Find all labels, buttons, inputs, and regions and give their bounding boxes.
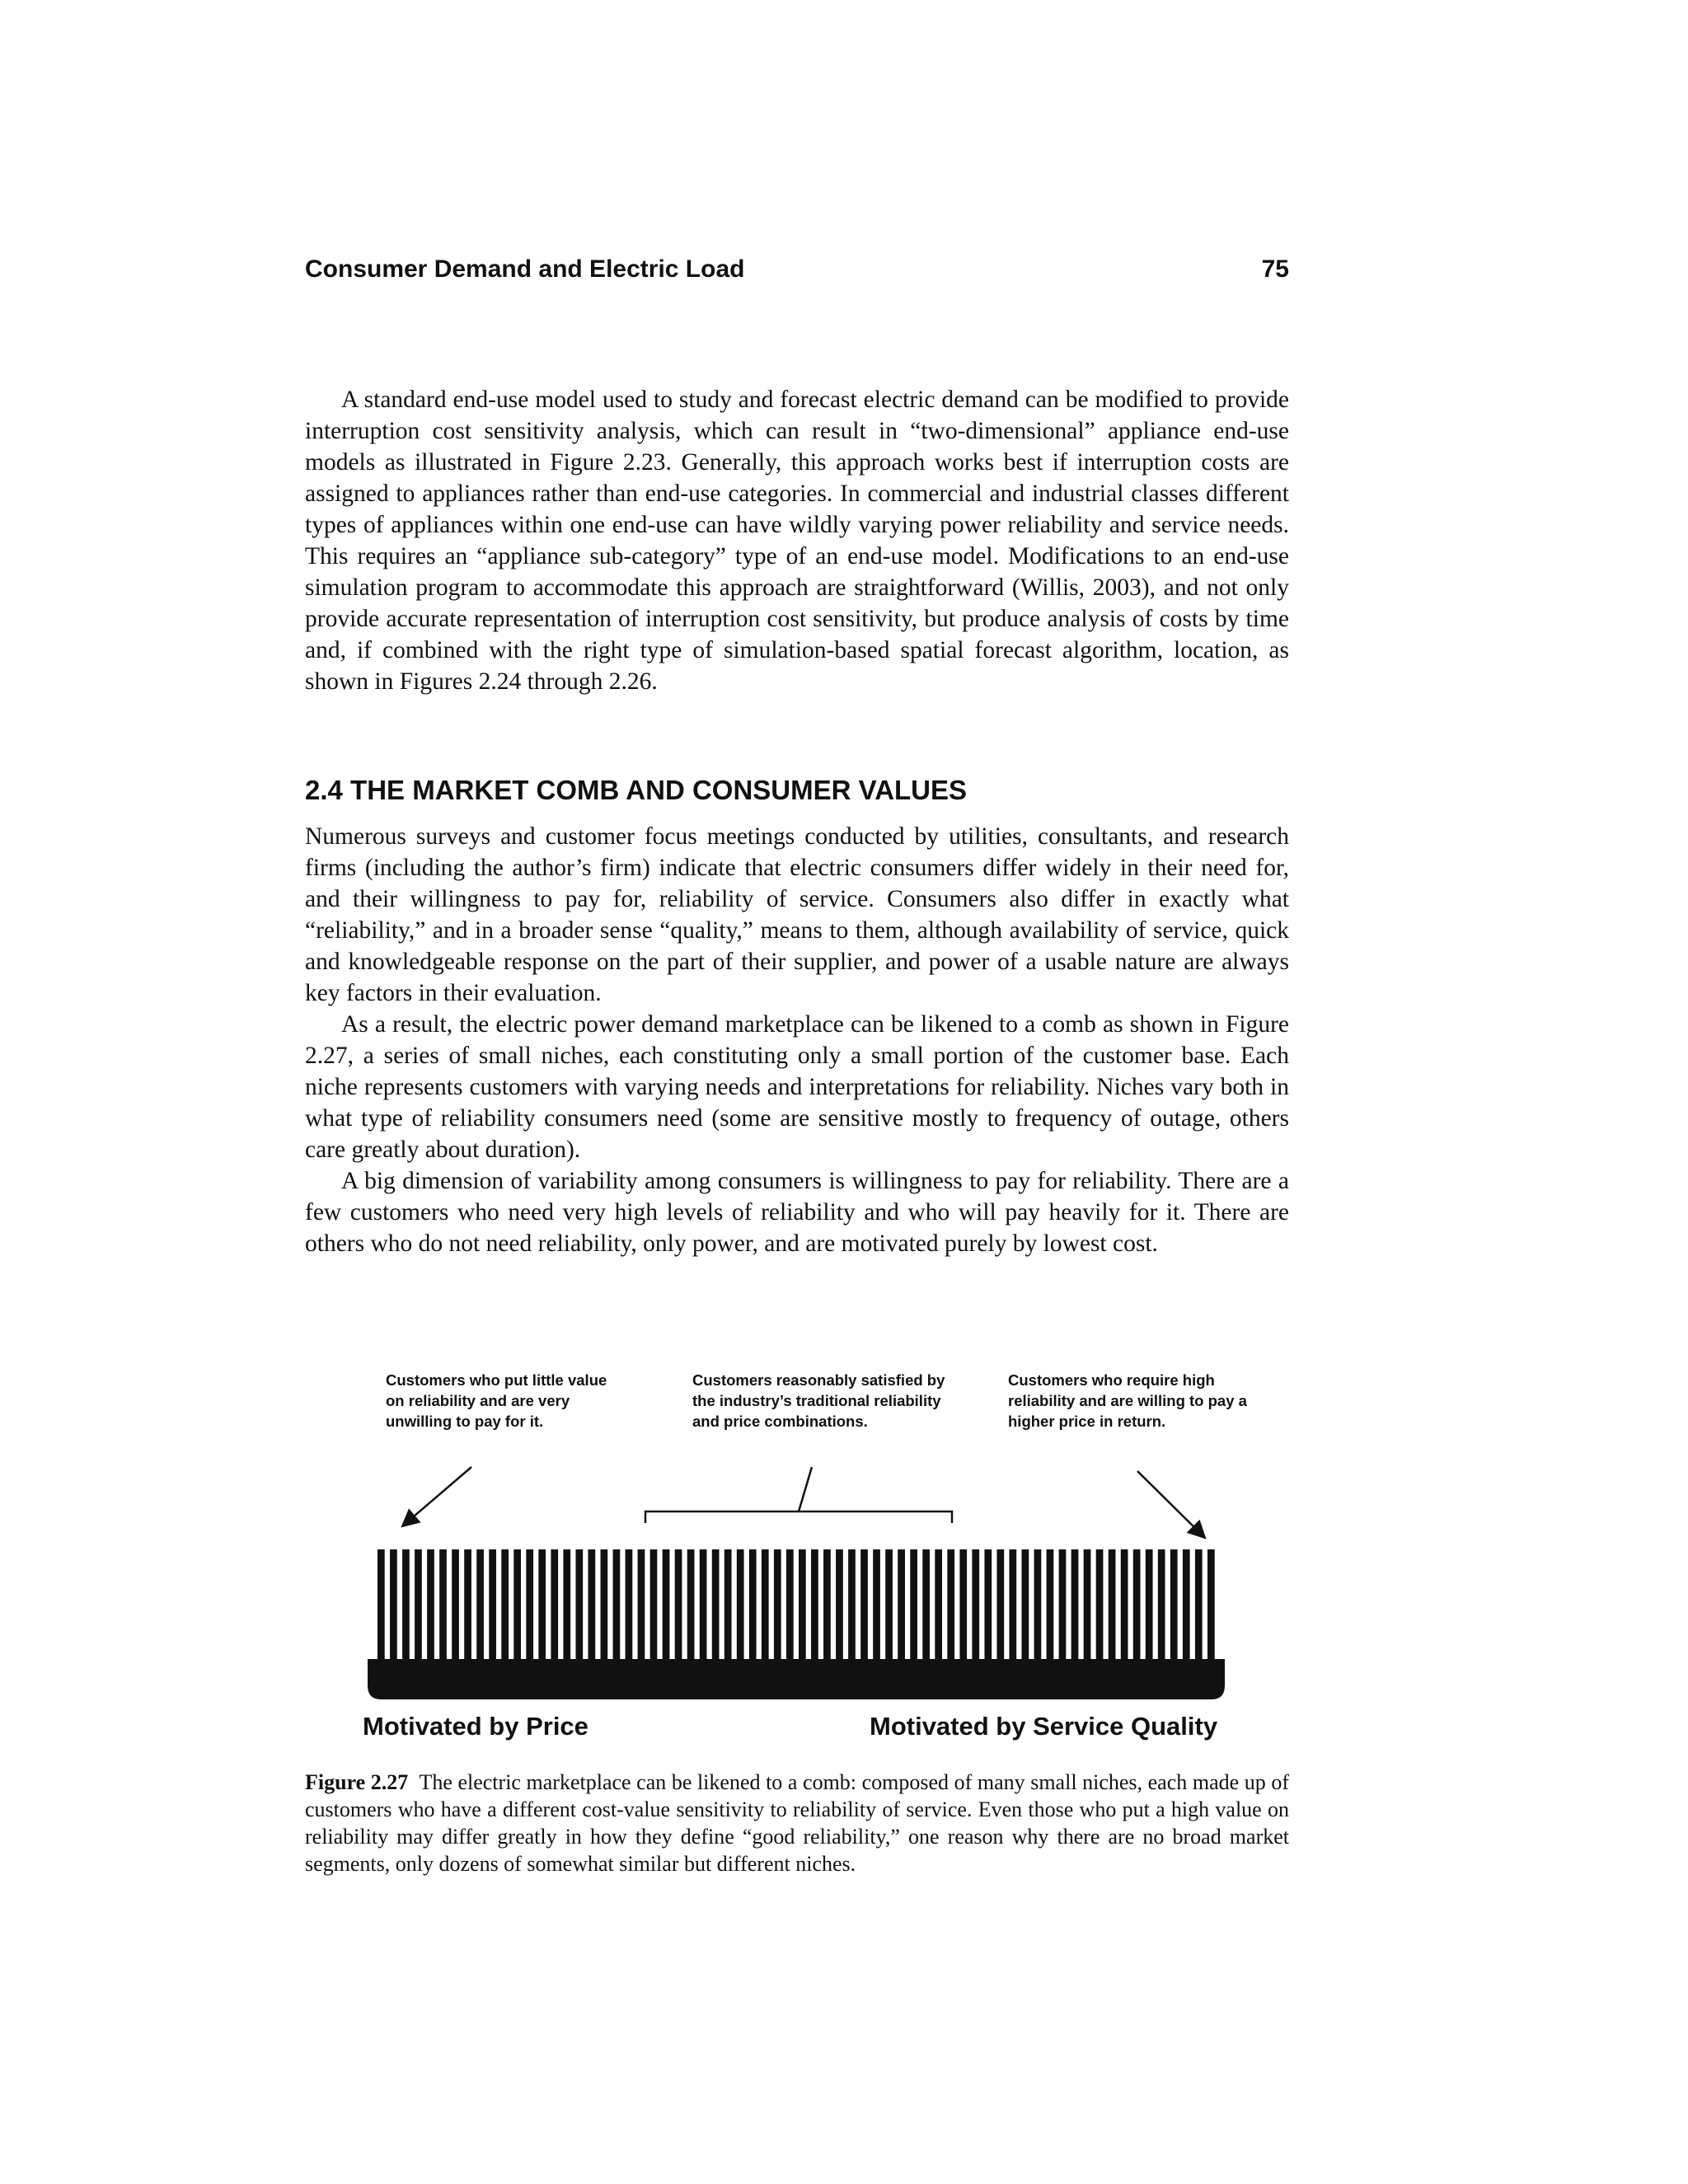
comb-tooth [575,1549,583,1661]
comb-tooth [786,1549,794,1661]
comb-tooth [972,1549,979,1661]
figure-caption-text: The electric marketplace can be likened to a comb: composed of many small niches, each made up of customers who have a different cost-value sensitivity to reliability of service. Even those who put a high value on reliability may differ greatly in how they define “good reliability,” one reason why there are no broad market segments, only dozens of somewhat similar but different niches. [305,1770,1289,1876]
comb-tooth [613,1549,621,1661]
bracket-pointer [799,1467,812,1511]
comb-tooth [1133,1549,1141,1661]
comb-tooth [1195,1549,1203,1661]
intro-paragraph: A standard end-use model used to study and forecast electric demand can be modified to provide interruption cost sensitivity analysis, which can result in “two-dimensional” appliance end-use models as illustrated in Figure 2.23. Generally, this approach works best if interruption costs are assigned to appliances rather than end-use categories. In commercial and industrial classes different types of appliances within one end-use can have wildly varying power reliability and service needs. This requires an “appliance sub-category” type of an end-use model. Modifications to an end-use simulation program to accommodate this approach are straightforward (Willis, 2003), and not only provide accurate representation of interruption cost sensitivity, but produce analysis of costs by time and, if combined with the right type of simulation-based spatial forecast algorithm, location, as shown in Figures 2.24 through 2.26. [305,387,1289,695]
comb-tooth [390,1549,397,1661]
comb-tooth [415,1549,422,1661]
comb-tooth [959,1549,967,1661]
comb-tooth [935,1549,942,1661]
comb-tooth [823,1549,831,1661]
comb-tooth [1121,1549,1128,1661]
comb-tooth [873,1549,880,1661]
section-paragraph-1: Numerous surveys and customer focus meetings conducted by utilities, consultants, and research firms (including the author’s firm) indicate that electric consumers differ widely in their need for, and their willingness to pay for, reliability of service. Consumers also differ in exactly what “reliability,” and in a broader sense “quality,” means to them, although availability of service, quick and knowledgeable response on the part of their supplier, and power of a usable nature are always key factors in their evaluation. [305,823,1289,1006]
axis-label-price: Motivated by Price [363,1712,588,1741]
comb-tooth [1158,1549,1165,1661]
section-paragraph-2: As a result, the electric power demand marketplace can be likened to a comb as shown in Figure 2.27, a series of small niches, each constituting only a small portion of the customer base. Each niche represents customers with varying needs and interpretations for reliability. Niches vary both in what type of reliability consumers need (some are sensitive mostly to frequency of outage, others care greatly about duration). [305,1011,1289,1163]
comb-tooth [563,1549,570,1661]
section-paragraph-3: A big dimension of variability among consumers is willingness to pay for reliability. There are a few customers who need very high levels of reliability and who will pay heavily for it. There are others who do not need reliability, only power, and are motivated purely by lowest cost. [305,1168,1289,1257]
comb-tooth [700,1549,707,1661]
comb-tooth [638,1549,645,1661]
comb-tooth [984,1549,992,1661]
comb-tooth [439,1549,447,1661]
comb-tooth [774,1549,781,1661]
comb-tooth [860,1549,868,1661]
comb-tooth [1096,1549,1104,1661]
comb-tooth [947,1549,954,1661]
comb-tooth [1071,1549,1079,1661]
comb-tooth [663,1549,670,1661]
comb-tooth [377,1549,385,1661]
comb-tooth [402,1549,410,1661]
comb-tooth [1170,1549,1178,1661]
comb-tooth [601,1549,608,1661]
running-head-title: Consumer Demand and Electric Load [305,255,745,283]
axis-label-service-quality: Motivated by Service Quality [870,1712,1218,1741]
comb-tooth [724,1549,732,1661]
comb-tooth [526,1549,533,1661]
comb-tooth [1022,1549,1029,1661]
comb-teeth [377,1549,1215,1661]
annotation-traditional-customers: Customers reasonably satisfied by the industry’s traditional reliability and price combinations. [692,1371,945,1430]
annotation-price-customers: Customers who put little value on reliability and are very unwilling to pay for it. [386,1371,607,1430]
comb-tooth [476,1549,484,1661]
comb-tooth [427,1549,434,1661]
comb-tooth [489,1549,496,1661]
annotation-reliability-customers: Customers who require high reliability and are willing to pay a higher price in return. [1008,1371,1247,1430]
arrow-left [402,1467,471,1526]
comb-tooth [1059,1549,1067,1661]
comb-tooth [626,1549,633,1661]
section-heading: 2.4 THE MARKET COMB AND CONSUMER VALUES [305,775,968,805]
comb-tooth [1207,1549,1215,1661]
arrow-right [1137,1471,1205,1538]
comb-tooth [551,1549,558,1661]
comb-tooth [749,1549,757,1661]
comb-tooth [799,1549,806,1661]
comb-tooth [898,1549,905,1661]
comb-tooth [836,1549,843,1661]
comb-tooth [811,1549,818,1661]
figure-caption-label: Figure 2.27 [305,1770,409,1794]
comb-tooth [501,1549,509,1661]
comb-tooth [762,1549,769,1661]
comb-tooth [588,1549,596,1661]
bracket-middle [645,1511,952,1523]
comb-tooth [1109,1549,1116,1661]
comb-tooth [910,1549,917,1661]
comb-spine [368,1659,1225,1699]
comb-tooth [1183,1549,1190,1661]
comb-tooth [687,1549,695,1661]
page-number: 75 [1261,255,1289,283]
comb-tooth [538,1549,546,1661]
comb-tooth [1084,1549,1091,1661]
comb-tooth [1047,1549,1054,1661]
comb-tooth [1034,1549,1042,1661]
comb-tooth [885,1549,893,1661]
comb-tooth [737,1549,744,1661]
comb-tooth [675,1549,682,1661]
comb-tooth [452,1549,459,1661]
comb-tooth [922,1549,930,1661]
comb-tooth [712,1549,720,1661]
comb-tooth [1146,1549,1153,1661]
comb-tooth [464,1549,471,1661]
comb-tooth [513,1549,521,1661]
comb-tooth [1010,1549,1017,1661]
comb-tooth [996,1549,1004,1661]
comb-tooth [848,1549,856,1661]
figure-caption [305,1769,1289,1877]
comb-tooth [650,1549,658,1661]
